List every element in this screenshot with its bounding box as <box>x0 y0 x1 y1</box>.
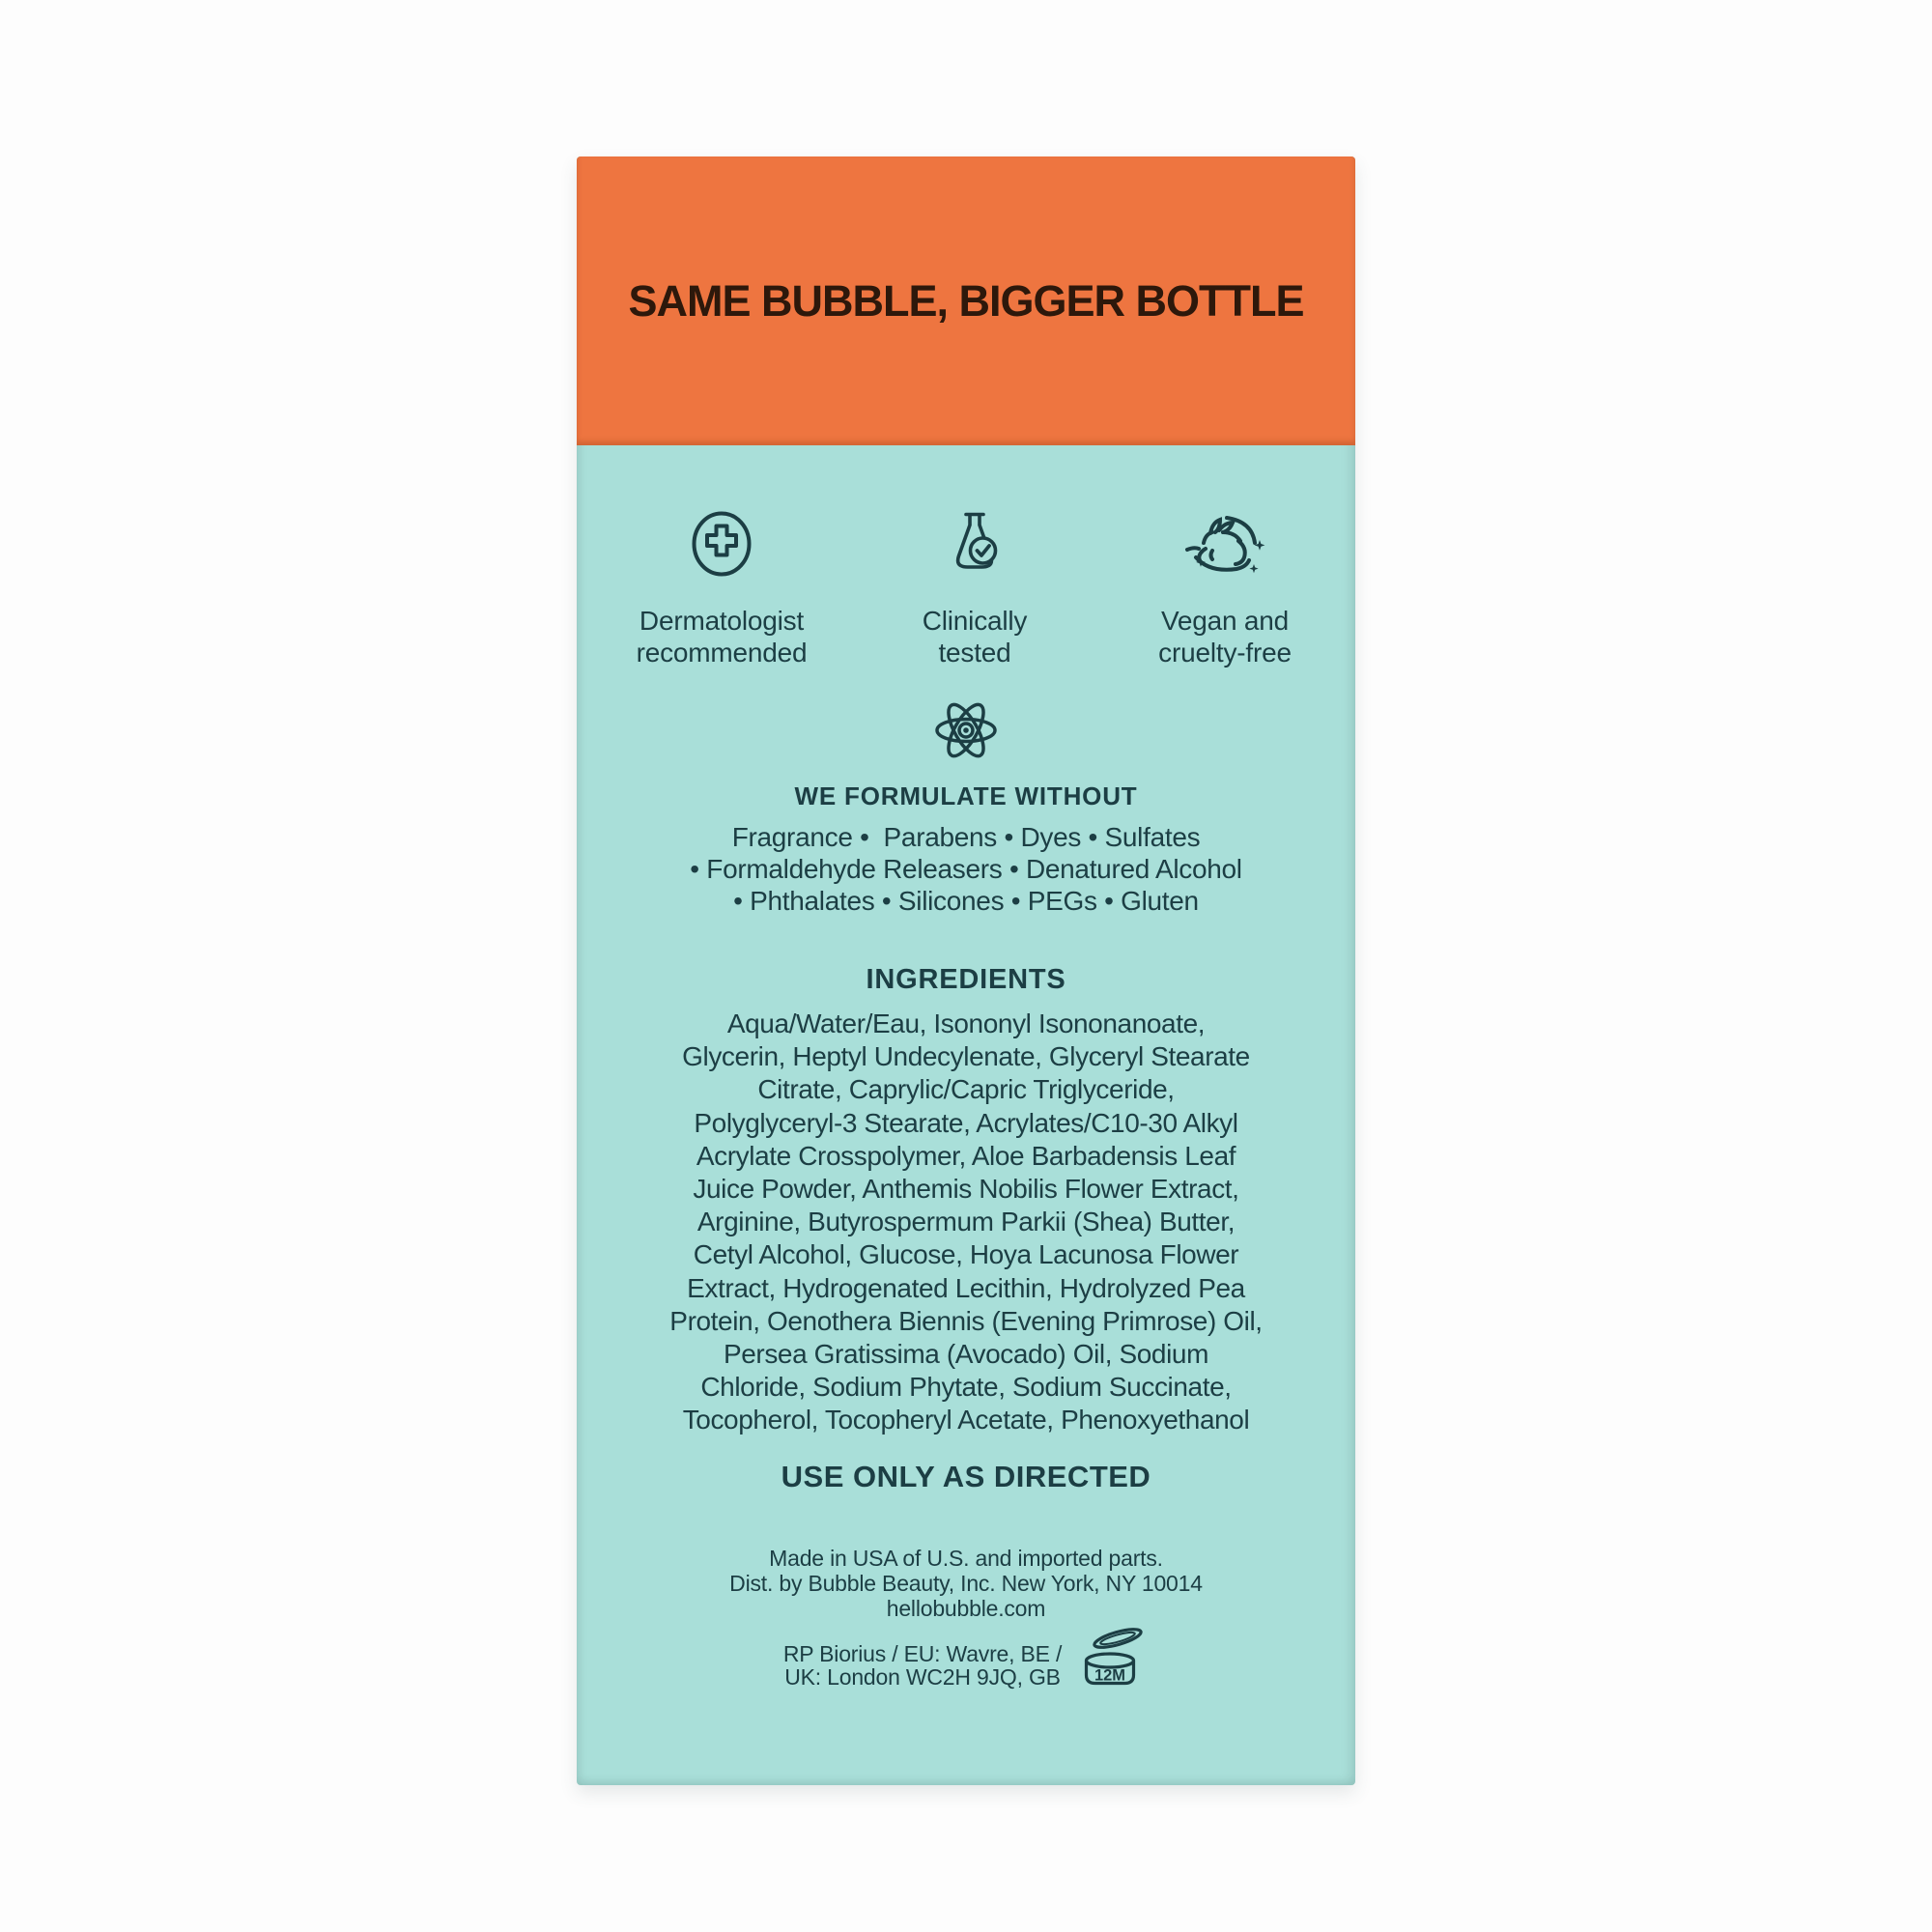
responsible-person-block <box>577 1642 1355 1691</box>
badge-clinically-tested <box>854 506 1095 668</box>
medical-cross-icon <box>691 510 753 578</box>
leaping-bunny-icon <box>1179 509 1271 579</box>
badge-label: Clinically tested <box>922 606 1028 668</box>
badge-label: Dermatologist recommended <box>636 606 808 668</box>
open-jar-pao-icon <box>1077 1626 1149 1691</box>
website-url: hellobubble.com <box>886 1596 1046 1621</box>
badge-dermatologist <box>601 506 842 668</box>
formulate-without-heading: WE FORMULATE WITHOUT <box>794 781 1138 810</box>
packaging-back-panel <box>577 156 1355 1785</box>
atom-icon <box>931 697 1001 763</box>
responsible-person-text: RP Biorius / EU: Wavre, BE / UK: London WC2H 9JQ, GB <box>782 1641 1063 1690</box>
badge-label: Vegan and cruelty-free <box>1158 606 1292 668</box>
header-band <box>577 156 1355 445</box>
badge-vegan-cruelty-free <box>1104 506 1346 668</box>
flask-check-icon <box>947 510 1003 578</box>
headline: SAME BUBBLE, BIGGER BOTTLE <box>628 275 1304 326</box>
distribution-info: Made in USA of U.S. and imported parts. Dist. by Bubble Beauty, Inc. New York, NY 10014 hellobubble.com <box>577 1546 1355 1621</box>
directions-text: USE ONLY AS DIRECTED <box>781 1460 1151 1493</box>
ingredients-list: Aqua/Water/Eau, Isononyl Isononanoate, Glycerin, Heptyl Undecylenate, Glyceryl Stearate Citrate, Caprylic/Capric Triglyceride, Polyglyceryl-3 Stearate, Acrylates/C10-30 Alkyl Acrylate Crosspolymer, Aloe Barbadensis Leaf Juice Powder, Anthemis Nobilis Flower Extract, Arginine, Butyrospermum Parkii (Shea) Butter, Cetyl Alcohol, Glucose, Hoya Lacunosa Flower Extract, Hydrogenated Lecithin, Hydrolyzed Pea Protein, Oenothera Biennis (Evening Primrose) Oil, Persea Gratissima (Avocado) Oil, Sodium Chloride, Sodium Phytate, Sodium Succinate, Tocopherol, Tocopheryl Acetate, Phenoxyethanol <box>669 1009 1263 1435</box>
ingredients-heading: INGREDIENTS <box>866 964 1066 995</box>
formulate-without-list: Fragrance • Parabens • Dyes • Sulfates • Formaldehyde Releasers • Denatured Alcohol • Phthalates • Silicones • PEGs • Gluten <box>690 822 1242 916</box>
pao-duration: 12M <box>1094 1666 1126 1685</box>
